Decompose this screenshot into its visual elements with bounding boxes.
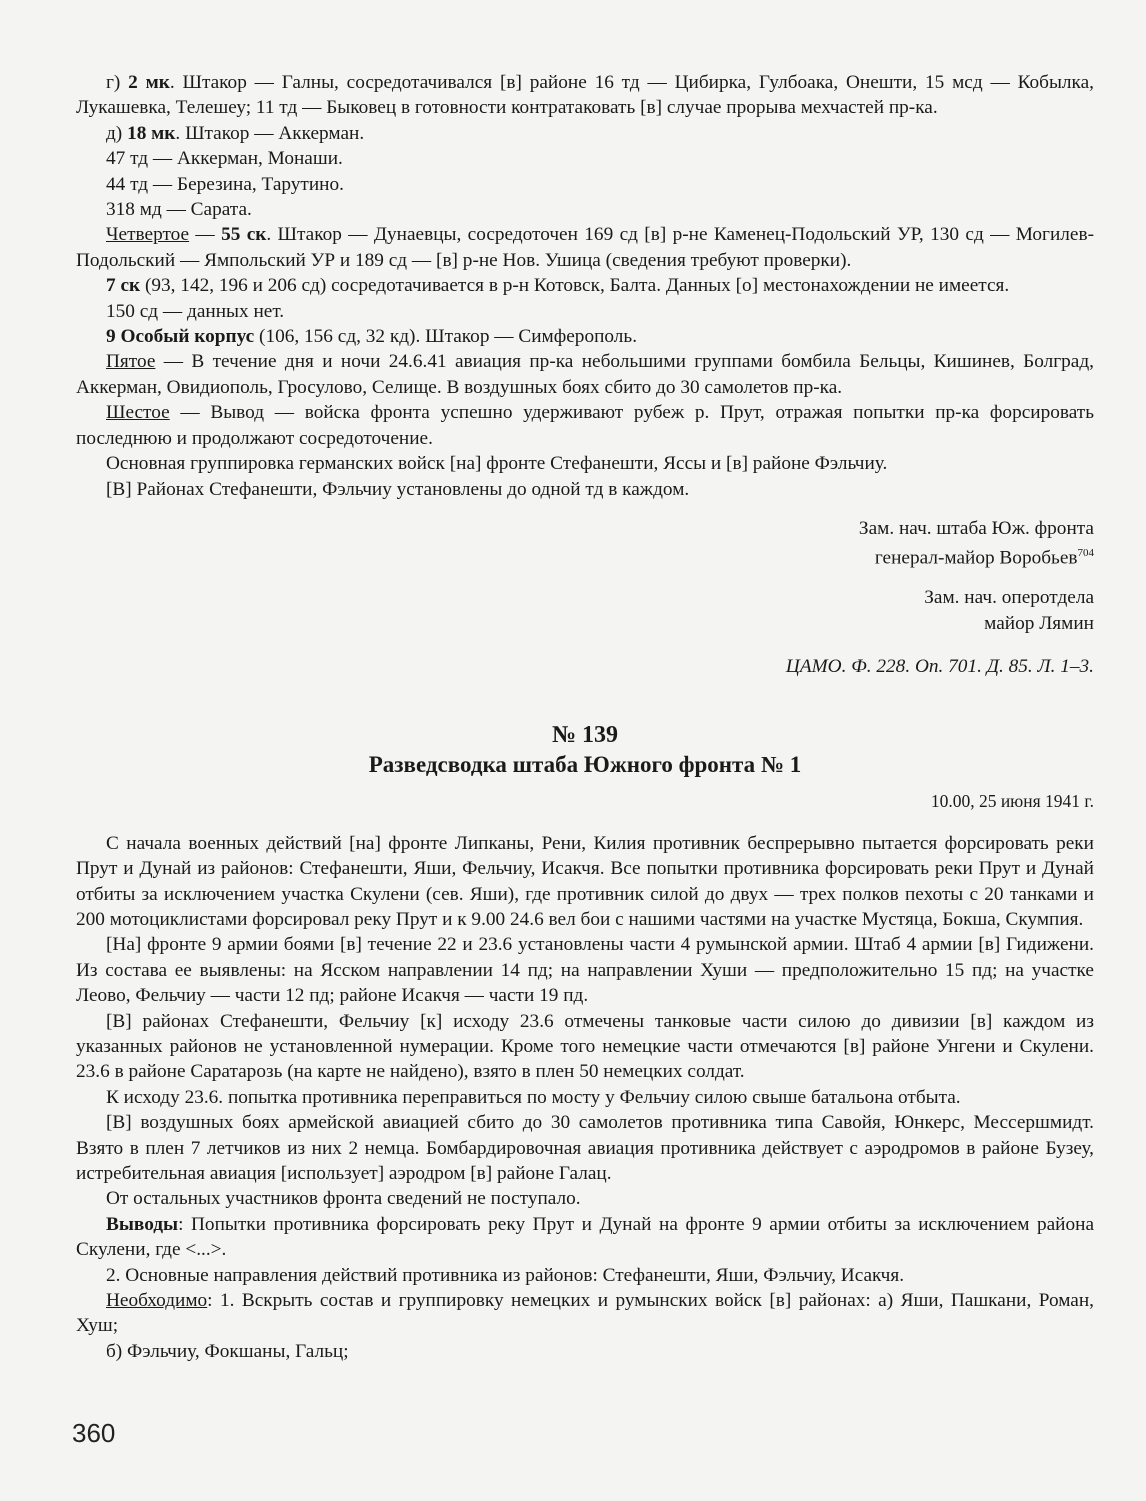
conclusions-label: Выводы xyxy=(106,1213,179,1235)
paragraph xyxy=(76,349,1094,400)
paragraph: [В] воздушных боях армейской авиацией сбито до 30 самолетов противника типа Савойя, Юнкерс, Мессершмидт. Взято в плен 7 летчиков из них 2 немца. Бомбардировочная авиация противника действует с аэродромов в районе Бузеу, истребительная авиация [использует] аэродром [в] районе Галац. xyxy=(76,1112,1094,1185)
archive-reference: ЦАМО. Ф. 228. Оп. 701. Д. 85. Л. 1–3. xyxy=(785,655,1094,677)
unit-name: 55 ск xyxy=(221,224,267,246)
paragraph: 47 тд — Аккерман, Монаши. xyxy=(106,148,343,170)
paragraph: От остальных участников фронта сведений не поступало. xyxy=(106,1188,581,1210)
section-heading: Необходимо xyxy=(106,1290,208,1312)
paragraph xyxy=(76,70,1094,121)
section-heading: Шестое xyxy=(106,402,170,424)
document-title: Разведсводка штаба Южного фронта № 1 xyxy=(368,752,802,778)
paragraph-text: . Штакор — Аккерман. xyxy=(175,122,365,144)
paragraph: [В] районах Стефанешти, Фельчиу [к] исходу 23.6 отмечены танковые части силою до дивизии [в] каждом из указанных районов не установленной нумерации. Кроме того немецкие части отмечаются [в] районе Унгени и Скулени. 23.6 в районе Саратарозь (на карте не найдено), взято в плен 50 немецких солдат. xyxy=(76,1010,1094,1083)
paragraph: [На] фронте 9 армии боями [в] течение 22 и 23.6 установлены части 4 румынской армии. Штаб 4 армии [в] Гидижени. Из состава ее выявлены: на Ясском направлении 14 пд; на направлении Хуши — предположительно 15 пд; на участке Леово, Фельчиу — части 12 пд; районе Исакчя — части 19 пд. xyxy=(76,934,1094,1007)
item-marker: д) xyxy=(106,122,128,144)
paragraph-text: . Штакор — Дунаевцы, сосредоточен 169 сд [в] р-не Каменец-Подольский УР, 130 сд — Могилев-Подольский — Ямпольский УР и 189 сд — [в] р-не Нов. Ушица (сведения требуют проверки). xyxy=(76,224,1094,271)
paragraph xyxy=(76,400,1094,451)
document-page xyxy=(76,70,1094,1364)
paragraph: Основная группировка германских войск [на] фронте Стефанешти, Яссы и [в] районе Фэльчиу. xyxy=(106,453,888,475)
footnote-ref: 704 xyxy=(1077,547,1094,560)
signature-block xyxy=(76,516,1094,636)
paragraph: б) Фэльчиу, Фокшаны, Гальц; xyxy=(106,1340,349,1362)
unit-name: 9 Особый корпус xyxy=(106,326,255,348)
section-heading: Пятое xyxy=(106,351,156,373)
page-number: 360 xyxy=(72,1418,116,1448)
paragraph: 150 сд — данных нет. xyxy=(106,300,285,322)
document-number: № 139 xyxy=(551,722,619,749)
paragraph-text: (93, 142, 196 и 206 сд) сосредотачивается в р-н Котовск, Балта. Данных [о] местонахождении не имеется. xyxy=(140,275,1010,297)
unit-name: 18 мк xyxy=(127,122,176,144)
paragraph-text: (106, 156 сд, 32 кд). Штакор — Симферополь. xyxy=(254,326,638,348)
paragraph: К исходу 23.6. попытка противника переправиться по мосту у Фельчиу силою свыше батальона отбыта. xyxy=(106,1086,961,1108)
paragraph: [В] Районах Стефанешти, Фэльчиу установлены до одной тд в каждом. xyxy=(106,478,690,500)
item-marker: г) xyxy=(106,72,129,93)
signature-title: Зам. нач. оперотдела xyxy=(924,587,1094,609)
paragraph-text: — Вывод — войска фронта успешно удерживают рубеж р. Прут, отражая попытки пр-ка форсировать последнюю и продолжают сосредоточение. xyxy=(76,402,1094,449)
paragraph xyxy=(76,1212,1094,1263)
paragraph xyxy=(76,121,1094,146)
paragraph-text: : 1. Вскрыть состав и группировку немецких и румынских войск [в] районах: а) Яши, Пашкани, Роман, Хуш; xyxy=(76,1290,1094,1337)
paragraph: С начала военных действий [на] фронте Липканы, Рени, Килия противник беспрерывно пытается форсировать реки Прут и Дунай из районов: Стефанешти, Яши, Фельчиу, Исакчя. Все попытки противника форсировать реки Прут и Дунай отбиты за исключением участка Скулени (сев. Яши), где противник силой до двух — трех полков пехоты с 20 танками и 200 мотоциклистами форсировал реку Прут и к 9.00 24.6 вел бои с нашими частями на участке Мустяца, Бокша, Скумпия. xyxy=(76,832,1094,930)
dash: — xyxy=(189,224,222,246)
paragraph xyxy=(76,273,1094,298)
signature-title: Зам. нач. штаба Юж. фронта xyxy=(858,517,1094,539)
paragraph xyxy=(76,324,1094,349)
signature-name: майор Лямин xyxy=(984,612,1094,634)
paragraph: 2. Основные направления действий противника из районов: Стефанешти, Яши, Фэльчиу, Исакчя. xyxy=(106,1264,905,1286)
paragraph: 44 тд — Березина, Тарутино. xyxy=(106,173,344,195)
document-date: 10.00, 25 июня 1941 г. xyxy=(930,791,1094,812)
signature-name xyxy=(76,541,1094,571)
paragraph-text: . Штакор — Галны, сосредотачивался [в] районе 16 тд — Цибирка, Гулбоака, Онешти, 15 мсд — Кобылка, Лукашевка, Телешеу; 11 тд — Быковец в готовности контратаковать [в] случае прорыва мехчастей пр-ка. xyxy=(76,72,1094,119)
paragraph xyxy=(76,222,1094,273)
unit-name: 7 ск xyxy=(106,275,141,297)
paragraph xyxy=(76,1288,1094,1339)
paragraph-text: — В течение дня и ночи 24.6.41 авиация пр-ка небольшими группами бомбила Бельцы, Кишинев, Болград, Аккерман, Овидиополь, Гросулово, Селище. В воздушных боях сбито до 30 самолетов пр-ка. xyxy=(76,351,1094,398)
paragraph-text: : Попытки противника форсировать реку Прут и Дунай на фронте 9 армии отбиты за исключением района Скулени, где <...>. xyxy=(76,1213,1094,1261)
signature-name-text: генерал-майор Воробьев xyxy=(874,547,1078,569)
unit-name: 2 мк xyxy=(128,72,170,93)
paragraph: 318 мд — Сарата. xyxy=(106,199,252,221)
section-heading: Четвертое xyxy=(106,224,190,246)
